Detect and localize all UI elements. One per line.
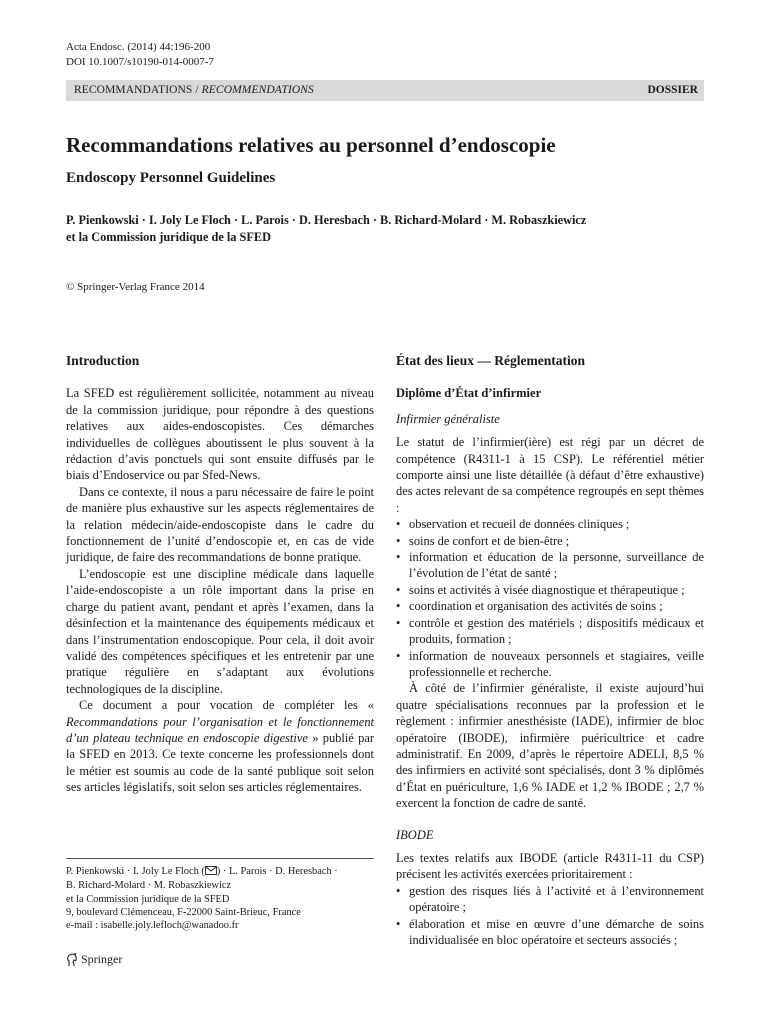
list-item-text: soins de confort et de bien-être ; — [409, 533, 570, 548]
bullet-icon: • — [396, 916, 401, 931]
ibode-heading: IBODE — [396, 827, 434, 842]
envelope-icon — [205, 866, 217, 879]
list-item-text: coordination et organisation des activités de soins ; — [409, 599, 663, 614]
list-item — [396, 648, 704, 681]
list-item-text: contrôle et gestion des matériels ; dispositifs médicaux et produits, formation ; — [409, 615, 704, 647]
authors-line-1: P. Pienkowski · I. Joly Le Floch · L. Parois · D. Heresbach · B. Richard-Molard · M. Robaszkiewicz — [66, 213, 587, 227]
intro-paragraph-3: L’endoscopie est une discipline médicale dans laquelle l’aide-endoscopiste a un rôle important dans la prise en charge du patient avant, pendant et après l’examen, dans la désinfection et la maintenance des équipements médicaux et dans l’instrumentation endoscopique. Pour cela, il doit avoir validé des compétences spécifiques et les entretenir par une pratique régulière en s’adaptant aux évolutions technologiques de la discipline. — [66, 566, 374, 696]
list-item — [396, 533, 704, 549]
list-item-text: information de nouveaux personnels et stagiaires, veille professionnelle et recherche. — [409, 648, 704, 679]
bullet-icon: • — [396, 582, 401, 597]
bullet-icon: • — [396, 648, 401, 663]
list-item — [396, 549, 704, 582]
footnote-line-2: B. Richard-Molard · M. Robaszkiewicz — [66, 880, 232, 892]
ibode-activities-list — [396, 883, 704, 949]
right-column — [396, 353, 704, 948]
bullet-icon: • — [396, 533, 401, 548]
section-label-english: RECOMMENDATIONS — [201, 84, 314, 96]
springer-horse-icon — [66, 953, 78, 967]
bullet-icon: • — [396, 883, 401, 898]
general-nurse-heading: Infirmier généraliste — [396, 411, 500, 426]
diploma-subheading: Diplôme d’État d’infirmier — [396, 386, 542, 401]
journal-citation: Acta Endosc. (2014) 44:196-200 — [66, 41, 211, 53]
intro-paragraph-2: Dans ce contexte, il nous a paru nécessaire de faire le point de manière plus exhaustive sur les aspects réglementaires de la relation médecin/aide-endoscopiste dans le cadre du fonctionnement de l’unité d’endoscopie et, en cas de vide juridique, de faire des recommandations de bonne pratique. — [66, 484, 374, 565]
cited-document-title: Recommandations pour l’organisation et le fonctionnement d’un plateau technique en endoscopie digestive — [66, 714, 374, 745]
section-bar-left — [74, 84, 314, 96]
footnote-address: 9, boulevard Clémenceau, F-22000 Saint-Brieuc, France — [66, 906, 301, 918]
authors-line-2: et la Commission juridique de la SFED — [66, 230, 271, 244]
footnote-divider — [66, 858, 374, 859]
list-item-text: observation et recueil de données cliniques ; — [409, 517, 630, 532]
list-item — [396, 883, 704, 916]
author-list — [66, 212, 586, 246]
author-affiliation — [66, 865, 338, 932]
list-item — [396, 516, 704, 532]
regulation-heading: État des lieux — Réglementation — [396, 353, 585, 368]
bullet-icon: • — [396, 615, 401, 630]
para4-start: Ce document a pour vocation de compléter les « — [79, 698, 374, 713]
bullet-icon: • — [396, 550, 401, 565]
para4-end: » publié par la SFED en 2013. Ce texte concerne les professionnels dont le métier est soumis au code de la santé publique soit selon ses articles législatifs, soit selon ses articles réglementaires. — [66, 730, 374, 795]
footnote-line-3: et la Commission juridique de la SFED — [66, 893, 230, 905]
list-item-text: élaboration et mise en œuvre d’une démarche de soins individualisée en bloc opératoire et secteurs associés ; — [409, 916, 704, 947]
competence-themes-list — [396, 516, 704, 680]
copyright: © Springer-Verlag France 2014 — [66, 281, 205, 293]
list-item — [396, 615, 704, 648]
list-item — [396, 582, 704, 598]
bullet-icon: • — [396, 599, 401, 614]
publisher-name: Springer — [81, 952, 123, 966]
article-title: Recommandations relatives au personnel d’endoscopie — [66, 133, 556, 157]
specialisations-paragraph: À côté de l’infirmier généraliste, il existe aujourd’hui quatre spécialisations reconnues par la profession et le règlement : infirmier anesthésiste (IADE), infirmier de bloc opératoire (IBODE), infirmière puéricultrice et cadre administratif. En 2009, d’après le répertoire ADELI, 8,5 % des infirmiers en activité sont spécialisés, dont 3 % diplômés d’État en puériculture, 1,6 % IADE et 1,2 % IBODE ; 2,7 % exercent la fonction de cadre de santé. — [396, 681, 704, 811]
general-nurse-intro: Le statut de l’infirmier(ière) est régi par un décret de compétence (R4311-1 à 15 CSP). Le référentiel métier comporte ainsi une liste détaillée (à défaut d’être exhaustive) des actes relevant de sa compétence regroupés en sept thèmes : — [396, 435, 704, 515]
list-item-text: soins et activités à visée diagnostique et thérapeutique ; — [409, 582, 685, 597]
list-item-text: information et éducation de la personne, surveillance de l’évolution de l’état de santé ; — [409, 550, 704, 581]
article-subtitle: Endoscopy Personnel Guidelines — [66, 170, 276, 186]
list-item-text: gestion des risques liés à l’activité et à l’environnement opératoire ; — [409, 883, 704, 915]
footnote-line-1: P. Pienkowski · I. Joly Le Floch ( ) · L. Parois · D. Heresbach · — [66, 865, 338, 879]
introduction-heading: Introduction — [66, 353, 140, 368]
list-item — [396, 598, 704, 614]
bullet-icon: • — [396, 517, 401, 532]
section-type: DOSSIER — [647, 84, 698, 96]
footnote-email[interactable]: e-mail : isabelle.joly.lefloch@wanadoo.fr — [66, 920, 239, 932]
ibode-intro: Les textes relatifs aux IBODE (article R4311-11 du CSP) précisent les activités exercées prioritairement : — [396, 850, 704, 882]
section-label: RECOMMANDATIONS / — [74, 84, 202, 96]
doi: DOI 10.1007/s10190-014-0007-7 — [66, 56, 214, 68]
section-bar — [66, 80, 704, 101]
intro-paragraph-4 — [66, 697, 374, 795]
list-item — [396, 916, 704, 949]
left-column — [66, 353, 374, 796]
intro-paragraph-1: La SFED est régulièrement sollicitée, notamment au niveau de la commission juridique, pour répondre à des questions relatives aux aides-endoscopistes. Ces démarches individuelles de collègues aboutissent le plus souvent à la rédaction d’avis ponctuels qui sont ensuite diffusés par le biais d’Endoservice ou par Sfed-News. — [66, 386, 374, 483]
publisher-logo — [66, 952, 122, 967]
